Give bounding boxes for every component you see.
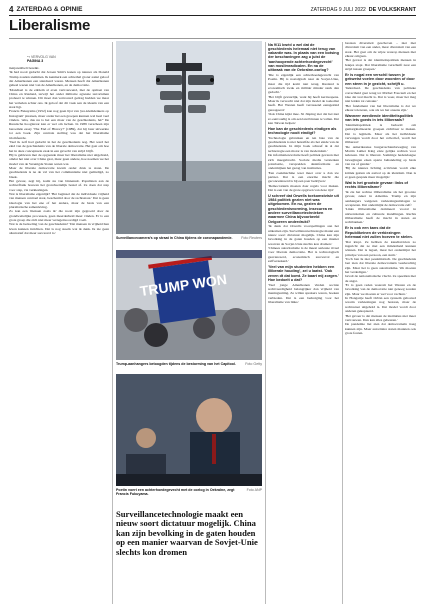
interview-question: Wanneer werdiende identiteitspolitiek van iets goeds in iets illiberaals? <box>345 113 414 123</box>
body-paragraph: 'Democratieën moeten daar regels voor maken. Dat is een van de grote opgaven van deze tijd.' <box>268 183 339 192</box>
text-column-1 <box>9 66 109 604</box>
body-paragraph: 'Ook China kijkt mee. Xi Jinping ziet dat het niet zo eenvoudig is om een land binnen te vallen. Dat kan Taiwan helpen.' <box>268 112 339 125</box>
photo3-caption-text: Poetin voert een achterhoedegevecht met de oorlog in Oekraïne, zegt Francis Fukuyama. <box>116 488 235 497</box>
interview-question: Er is ook een kans dat de Republikeinen de verkiezingen helemaal niet zullen hoeven te stelen. <box>345 226 413 239</box>
body-paragraph: 'Toch ben ik niet pessimistisch. De geschiedenis laat zien dat liberale democratieën veerkrachtig zijn. Maar het is geen automatisme. We moeten het verdedigen.' <box>345 257 416 275</box>
body-paragraph: De informatierevolutie heeft politiek gevaren met zich meegebracht. Sociale media versterken polarisatie, verspreiden desinformatie en ondermijnen het gezag van instituties. <box>268 153 339 171</box>
body-paragraph: In Hongarije heeft Orbán een systeem gebouwd waarin verkiezingen nog bestaan, maar de rechtsstaat uitgehold is. Dat model wordt door anderen gekopieerd. <box>345 296 416 314</box>
body-paragraph: 'Mondiaal is de enblem al even vertrouwend, met de opmaat van China en Rusland, terwijl het onder militaire agressie terrorismen probeert te winnen. Dit moet dan vertrouwd gedrag hadden we maar het verleden achter ons. Ik geloof dat dit vaak aan de ideeën van een staat ligt. <box>9 87 109 110</box>
body-paragraph: Wat is de bedoeling van de geschiedenis? 'Dat mensen in vrijheid hun leven kunnen inrichten. Dat is nog steeds wat ik denk. Ik zie geen alternatief dat meer succesvol is.' <box>9 222 109 236</box>
arrow-icon: ↪ <box>27 55 30 59</box>
page-title: Liberalisme <box>9 17 91 34</box>
interview-question: Er is nogal een verschil tussen je gekwetst voelen door woorden of door een steen in je gezicht, schrijft u. <box>345 72 415 86</box>
body-paragraph: Francis Fukuyama (1952) kan nog geen lijst van 'pre-klemdenkers op Instagram' plaatsen, maar onder het een groepen kunnen wel heel veel vinden. 'Aha, dus nu is het een maar van de geschiedenis, hè?' De Russische hoogleraar kan er wel om lachen. In 1989 verscheen zijn beroemde essay 'The End of History?' (1989), dat hij later uitwerkte tot een boek. Zijn centrale stelling was dat het liberalisme triomfeerde. <box>9 109 109 140</box>
photo1-credit: Foto Reuters <box>241 236 262 240</box>
body-paragraph: 'Ik denk dat Orwells voorspellingen aan het uitkomen zijn. Surveillancetechnologie maakt een nieuw soort dictatuur mogelijk. China kan zijn bevolking in de gaten houden op een manier waarvan de Sovjet-Unie slechts kon dromen.' <box>268 224 339 246</box>
body-paragraph: 'Een zoekmachine weet meer over u dan uw partner. Dat is een enorme macht die geconcentreerd is bij een paar bedrijven.' <box>268 170 339 184</box>
column-divider <box>112 42 113 604</box>
body-paragraph: 'Bij de nieuwe lichting activisten wordt elke kritiek gezien als aanval op de identiteit. Dan is er geen gesprek meer mogelijk.' <box>345 166 416 180</box>
body-paragraph: 'Die is eigenlijk een achterhoedegevecht van Poetin. Hij is nostalgisch naar de Sovjet-Unie, maar die tijd komt niet terug. Rusland is economisch zwak en militair minder sterk dan gedacht.' <box>268 73 339 95</box>
header-rule <box>9 15 416 16</box>
interview-question: 'Veel van mijn studenten hebben een illiberale houding', zei u laatst. 'Ook zeven dt dat komt. Ze baart mij zorgen.' Hoe bedoelt u dat? <box>268 264 339 282</box>
body-paragraph: 'Het fundament van het liberalisme is dat we elkaar tolereren, ook als we het oneens zijn.' <box>345 103 416 113</box>
body-paragraph: Zo kan een 'mensen zoals ik' die nooit zijn gegroeid door de grondwettelijke processen, geen meerderheid meer vinden. Er is een grote groep die zich niet meer vertegenwoordigd voelt. <box>9 209 109 223</box>
body-paragraph: 'Er is geen reden waarom het Westen en de bevolking van de democratie niet genoeg zouden zijn. Maar we moeten er wel voor vechten.' <box>345 283 416 296</box>
photo1-caption-text: Surveillancecamera's op straat in China tijdens de coronapandemie. <box>116 236 233 240</box>
pull-quote: Surveillancetechnologie maakt een nieuw soort dictatuur mogelijk. China kan zijn bevolking in de gaten houden op een manier waarvan de Sovjet-Unie slechts kon dromen <box>116 509 258 557</box>
body-paragraph: 'Ik had nooit gedacht dat Jeroen Smit's kanen op nieuwe als Donald Trump zouden stemmen. Ik kenmerk een achterhal groter aanté geloof dat Amerikanen een standaard waren. Mensen heeft dat Amerikanen geheel wezen niet van de Amerikanen, en de democratie. <box>9 70 109 88</box>
photo-trump-supporters <box>116 250 262 360</box>
kicker-line1: VERVOLG VAN <box>30 55 56 59</box>
photo2-caption <box>116 362 262 366</box>
body-paragraph: 'Technologie gebruiken en ten bate van de geschiedenis is niet hetzelfde als het einde van de geschiedenis. In mijn boek schreef ik al dat technologie een motor is van moderniteit.' <box>268 135 339 153</box>
interview-question: Na 9/11 kwéd u wel dat de geschiedenis helemaal niet terug van vakantie was. In plaats van een botsing der beschavingen zag u juist de 'aanhoopende achterhoedegevecht' van moslimradicalen. En na de uitbraak van de Oekraïne-oorlog? <box>268 42 339 73</box>
body-paragraph: 'Het blijft gevaarlijk, want hij heeft kernwapens. Maar ik verwacht niet dat zijn model de toekomst heeft. Het Westen heeft verrassend eensgezind gereageerd.' <box>268 94 339 112</box>
body-paragraph: bevalt de nationalistische vlucht. Ze speelden met de angst. <box>345 274 416 283</box>
body-paragraph: De pandemie liet zien dat democratieën traag kunnen zijn. Maar autoritaire staten maakten ook grote fouten. <box>345 322 416 335</box>
column-divider <box>265 42 266 604</box>
body-paragraph: bestaan diversiteit geschoven – niet met diversiteit van een ander, maar diversiteit van een staat. Het gaat om de wijze waarop mensen met elkaar omgaan. <box>345 41 416 59</box>
title-rule <box>9 38 416 39</box>
kicker-line2: PAGINA 3 <box>27 59 44 63</box>
photo-surveillance-cameras <box>116 41 262 234</box>
body-paragraph: Maar de liberale democratie kwam onder druk te staan. De geschiedenis is na de val van het communisme niet geëindigd, zo bleek. <box>9 165 109 179</box>
body-paragraph: 'Links illiberalisme domineert vooral in universiteiten en culturele instellingen. Rechts illiberalisme heeft de macht in staten en rechtbanken.' <box>345 207 416 225</box>
photo3-credit: Foto ANP <box>246 488 262 492</box>
body-paragraph: 'Veel jonge Amerikanen vinden sociale rechtvaardigheid belangrijker dan vrijheid van meningsuiting. Ze willen sprekers weren, boeken verbieden. Dat is een bedreiging voor het liberalisme van links.' <box>268 282 339 304</box>
text-column-3 <box>268 41 339 605</box>
body-paragraph: Hij is gebleven met de opgaande maar het liberalisme niet uitgebreid, omdat het niet over China gaat, maar geen andere, hoe noemen we het model van de Verenigde Staten weten wat. <box>9 152 109 166</box>
body-paragraph: 'De Amerikaanse burgerrechtenbeweging van Martin Luther King eiste gelijke rechten voor iedereen. Dat is liberaal. Sommige hedendaagse bewegingen eisen aparte behandeling op basis van ras of gender.' <box>345 144 416 167</box>
body-paragraph: 'Chinees autoritarisme is de meest serieuze rivaal voor liberale democratie. Het is technologisch geavanceerd, economisch succesvol en zelfverzekerd.' <box>268 246 339 264</box>
body-paragraph: 'Veel ik zelf had gedacht in het de geschiedenis nog. Het werd het eind van de geschiedenis van de liberale democratie. Het gaat om hoe het in deze conceptuele zaak in een gevecht van strijd blijft. <box>9 139 109 153</box>
trump-sign-text: TRUMP WON <box>138 271 228 300</box>
body-paragraph: tienjarenlbelt bereikt. <box>9 66 40 70</box>
interview-question: Wat is het grootste gevaar: links of rechts illiberalisme? <box>345 180 408 190</box>
photo1-caption <box>116 236 262 240</box>
page-number: 4 <box>9 5 14 14</box>
body-paragraph: 'Dat klopt. Ze hebben de kiesdistricten zo ingericht dat ze met een minderheid kunnen winnen. Dat is legaal, maar het ondermijnt het principe van een persoon, een stem.' <box>345 239 416 257</box>
header-date: ZATERDAG 9 JULI 2022 <box>310 6 366 13</box>
column-divider <box>342 42 343 604</box>
body-paragraph: 'Identiteitspolitiek is bedoeld om gemarginaliseerde groepen zichtbaar te maken. Dat is legitiem. Maar als het individuele vervangen wordt door het collectief, wordt het illiberaal.' <box>345 122 416 145</box>
text-column-4 <box>345 41 416 605</box>
photo-poetin <box>116 374 262 486</box>
photo3-caption <box>116 488 262 496</box>
photo2-caption-text: Trump-aanhangers betoogden tijdens de bestorming van het Capitool. <box>116 362 237 366</box>
photo2-credit: Foto Getty <box>245 362 262 366</box>
body-paragraph: 'Ik zie het rechtse illiberalisme als het grootste gevaar, zeker in Amerika. Trump en zijn aanhangers weigeren verkiezingsuitslagen te accepteren. Dat ondermijnt de democratie zelf.' <box>345 190 416 208</box>
body-paragraph: 'Het gevaar is dat identiteitspolitiek mensen in hokjes stopt. Dat liberalisme verschuift naar een strijd tussen groepen.' <box>345 58 416 72</box>
interview-question: U schreef dat Orwells toekomstvisie uit 1984 politiek gezien niet was uitgekomen. En nu, gezien de geschiedenisvorming, insecurea en andere surveillancetechnieken waarmee China bijvoorbeeld Oeigoeren onderdrukt? <box>268 193 339 224</box>
body-paragraph: Het gevaar, zegt hij, komt nu van binnenuit. Populisten aan de rechterflank bouwen het grondwettelijk bestel af. Ze doen dat stap voor stap, via verkiezingen. <box>9 178 109 192</box>
publication-name: DE VOLKSKRANT <box>368 6 416 13</box>
body-paragraph: 'Het gevaar is dat mensen de instituties niet meer vertrouwen. Dan kan alles gebeuren.' <box>345 313 416 322</box>
body-paragraph: Wat is liberalisme eigenlijk? 'Het beginsel dat de individuele vrijheid van mensen centraal staat, beschermd door de rechtsstaat.' Dat is geen ideologie van het ene of het andere, maar de basis van een pluralistische samenleving. <box>9 191 109 209</box>
continuation-kicker <box>27 55 56 63</box>
interview-question: Hoe kan de geschiedenis eindigen als technologie nooit eindigt? <box>268 126 337 135</box>
body-paragraph: 'Inderdaad. De geschiedenis van politieke correctheid gaat terug tot Michel Foucault en het idee dat taal macht is. Dat is waar, maar het mag niet leiden tot censuur.' <box>345 86 416 104</box>
page-header <box>9 5 416 14</box>
section-name: ZATERDAG & OPINIE <box>16 6 83 13</box>
header-dateline <box>311 7 416 13</box>
